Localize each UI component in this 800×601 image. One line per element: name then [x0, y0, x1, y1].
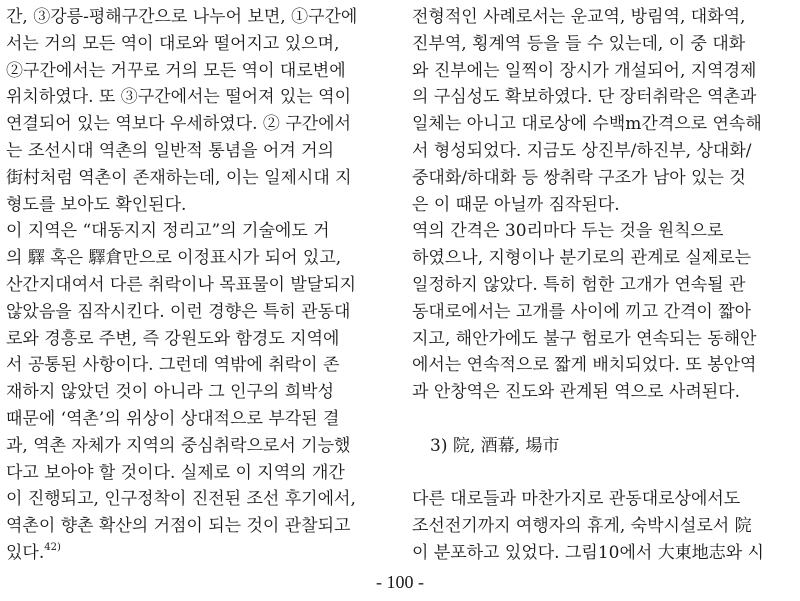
text-line: 형도를 보아도 확인된다.: [6, 194, 187, 215]
text-line: 의 구심성도 확보하였다. 단 장터취락은 역촌과: [412, 87, 757, 108]
text-line: 진부역, 횡계역 등을 들 수 있는데, 이 중 대화: [412, 33, 746, 54]
text-line: 산간지대여서 다른 취락이나 목표물이 발달되지: [6, 274, 357, 295]
text-line: 재하지 않았던 것이 아니라 그 인구의 희박성: [6, 382, 335, 403]
text-line: 의 驛 혹은 驛倉만으로 이정표시가 되어 있고,: [6, 248, 342, 269]
paragraph-spacer: [412, 460, 792, 487]
footnote-reference[interactable]: 42): [44, 541, 61, 553]
right-text-column: [412, 4, 792, 567]
text-line: 과 안창역은 진도와 관계된 역으로 사려된다.: [412, 382, 741, 403]
text-line: 다른 대로들과 마찬가지로 관동대로상에서도: [412, 489, 741, 510]
text-line: 다고 보아야 할 것이다. 실제로 이 지역의 개간: [6, 462, 345, 483]
text-line: 전형적인 사례로서는 운교역, 방림역, 대화역,: [412, 7, 746, 27]
text-line: 동대로에서는 고개를 사이에 끼고 간격이 짧아: [412, 301, 752, 322]
text-line: 일체는 아니고 대로상에 수백m간격으로 연속해: [412, 114, 762, 135]
page-number: - 100 -: [376, 572, 424, 592]
paragraph-spacer: [412, 406, 792, 433]
left-text-column: [6, 4, 384, 567]
text-line: 서는 거의 모든 역이 대로와 떨어지고 있으며,: [6, 33, 340, 54]
text-line: 는 조선시대 역촌의 일반적 통념을 어겨 거의: [6, 140, 335, 161]
text-line: 은 이 때문 아닐까 짐작된다.: [412, 194, 620, 215]
last-line-text: 있다.: [6, 542, 45, 563]
text-line: 하였으나, 지형이나 분기로의 관계로 실제로는: [412, 248, 752, 269]
text-line: 역의 간격은 30리마다 두는 것을 원칙으로: [412, 221, 724, 242]
text-line: 않았음을 짐작시킨다. 이런 경향은 특히 관동대: [6, 301, 351, 322]
text-line: 간, ③강릉-평해구간으로 나누어 보면, ①구간에: [6, 7, 358, 27]
text-line: 과, 역촌 자체가 지역의 중심취락으로서 기능했: [6, 435, 351, 456]
text-line: ②구간에서는 거꾸로 거의 모든 역이 대로변에: [6, 60, 346, 81]
text-line: 서 공통된 사항이다. 그런데 역밖에 취락이 존: [6, 355, 340, 376]
section-heading: 3) 院, 酒幕, 場市: [430, 435, 560, 456]
text-line: 와 진부에는 일찍이 장시가 개설되어, 지역경제: [412, 60, 757, 81]
text-line: 이 분포하고 있었다. 그림10에서 大東地志와 시: [412, 542, 764, 563]
text-line: 서 형성되었다. 지금도 상진부/하진부, 상대화/: [412, 140, 752, 161]
text-line: 일정하지 않았다. 특히 험한 고개가 연속될 관: [412, 274, 746, 295]
text-line: 지고, 해안가에도 불구 험로가 연속되는 동해안: [412, 328, 757, 349]
text-line: 중대화/하대화 등 쌍취락 구조가 남아 있는 것: [412, 167, 746, 188]
text-line: 위치하였다. 또 ③구간에서는 떨어져 있는 역이: [6, 87, 352, 108]
text-line: 이 지역은 “대동지지 정리고”의 기술에도 거: [6, 221, 330, 242]
text-line: 조선전기까지 여행자의 휴게, 숙박시설로서 院: [412, 516, 752, 537]
text-line: 에서는 연속적으로 짧게 배치되었다. 또 봉안역: [412, 355, 757, 376]
text-line: 때문에 ‘역촌’의 위상이 상대적으로 부각된 결: [6, 408, 340, 429]
text-line: 역촌이 향촌 확산의 거점이 되는 것이 관찰되고: [6, 516, 351, 537]
text-line: 로와 경흥로 주변, 즉 강원도와 함경도 지역에: [6, 328, 340, 349]
text-line: 이 진행되고, 인구정착이 진전된 조선 후기에서,: [6, 489, 356, 510]
text-line: 연결되어 있는 역보다 우세하였다. ② 구간에서: [6, 114, 352, 135]
text-line-last: [6, 540, 384, 567]
text-line: 街村처럼 역촌이 존재하는데, 이는 일제시대 지: [6, 167, 352, 188]
